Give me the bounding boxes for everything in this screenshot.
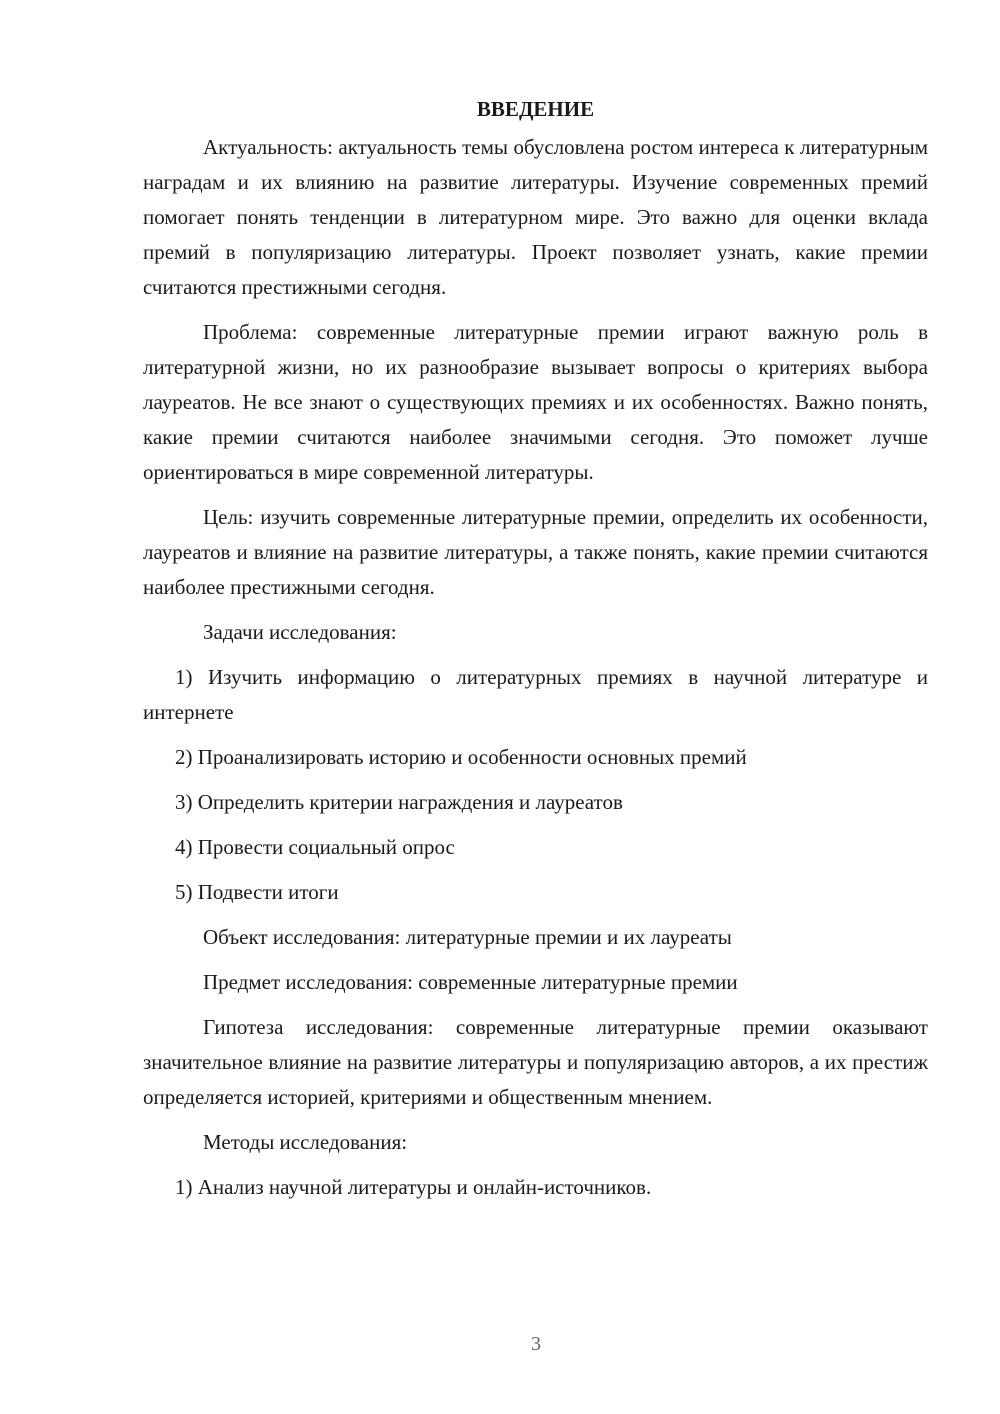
task-item-2: 2) Проанализировать историю и особенности основных премий xyxy=(175,745,747,769)
section-title: ВВЕДЕНИЕ xyxy=(476,97,595,121)
task-item-1: 1) Изучить информацию о литературных премиях в научной литературе и интернете xyxy=(143,665,928,724)
relevance-paragraph: Актуальность: актуальность темы обусловлена ростом интереса к литературным наградам и их влиянию на развитие литературы. Изучение современных премий помогает понять тенденции в литературном мире. Это важно для оценки вклада премий в популяризацию литературы. Проект позволяет узнать, какие премии считаются престижными сегодня. xyxy=(143,135,928,299)
tasks-heading: Задачи исследования: xyxy=(203,620,397,644)
page-number: 3 xyxy=(531,1333,541,1355)
method-item-1: 1) Анализ научной литературы и онлайн-источников. xyxy=(175,1175,652,1199)
hypothesis-paragraph: Гипотеза исследования: современные литературные премии оказывают значительное влияние на развитие литературы и популяризацию авторов, а их престиж определяется историей, критериями и общественным мнением. xyxy=(143,1015,928,1109)
task-item-4: 4) Провести социальный опрос xyxy=(175,835,455,859)
task-item-3: 3) Определить критерии награждения и лауреатов xyxy=(175,790,623,814)
methods-heading: Методы исследования: xyxy=(203,1130,408,1154)
object-line: Объект исследования: литературные премии и их лауреаты xyxy=(203,925,732,949)
document-page xyxy=(143,94,928,1215)
problem-paragraph: Проблема: современные литературные премии играют важную роль в литературной жизни, но их разнообразие вызывает вопросы о критериях выбора лауреатов. Не все знают о существующих премиях и их особенностях. Важно понять, какие премии считаются наиболее значимыми сегодня. Это поможет лучше ориентироваться в мире современной литературы. xyxy=(143,320,928,484)
task-item-5: 5) Подвести итоги xyxy=(175,880,339,904)
subject-line: Предмет исследования: современные литературные премии xyxy=(203,970,738,994)
goal-paragraph: Цель: изучить современные литературные премии, определить их особенности, лауреатов и влияние на развитие литературы, а также понять, какие премии считаются наиболее престижными сегодня. xyxy=(143,505,928,599)
